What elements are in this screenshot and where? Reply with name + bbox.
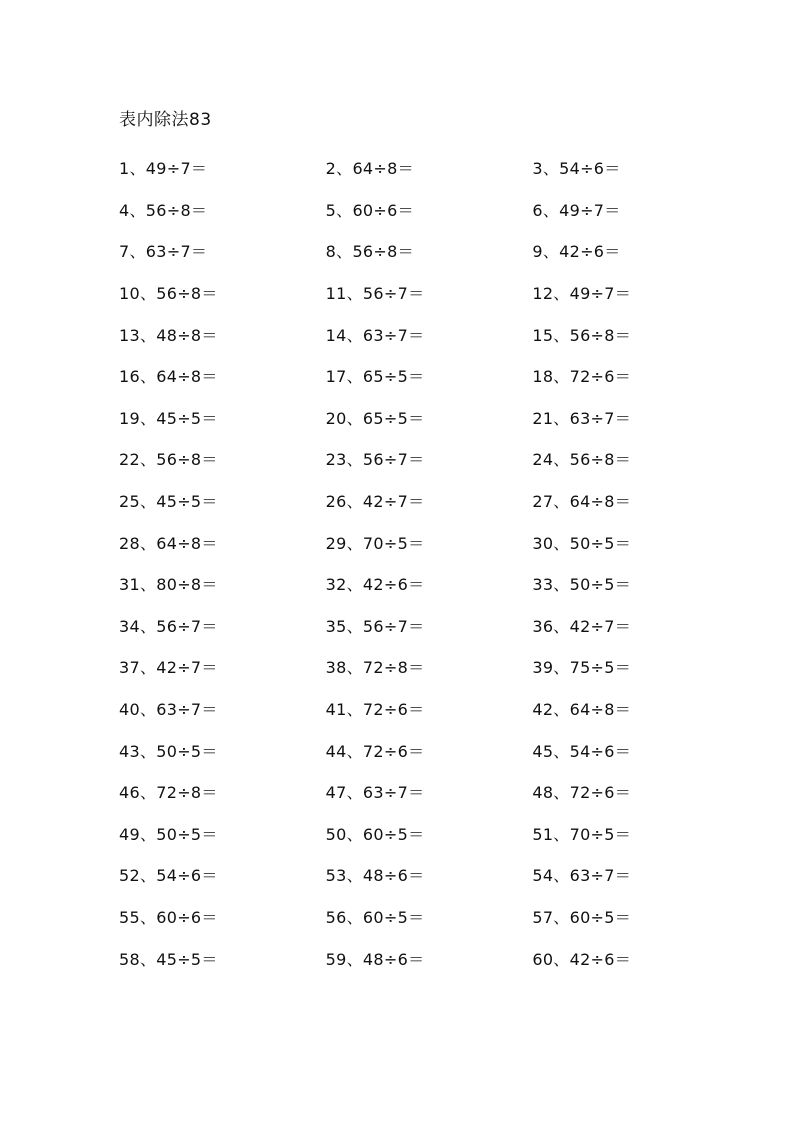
division-problem: 1、49÷7＝ xyxy=(119,159,208,179)
division-problem: 55、60÷6＝ xyxy=(119,907,218,927)
problem-row xyxy=(119,521,739,563)
problem-row xyxy=(119,896,739,938)
division-problem: 58、45÷5＝ xyxy=(119,949,218,969)
problem-grid xyxy=(119,147,739,979)
division-problem: 27、64÷8＝ xyxy=(532,492,632,512)
problem-row xyxy=(119,230,739,272)
division-problem: 2、64÷8＝ xyxy=(325,159,414,179)
problem-row xyxy=(119,646,739,688)
division-problem: 12、49÷7＝ xyxy=(532,284,632,304)
division-problem: 8、56÷8＝ xyxy=(325,242,414,262)
problem-row xyxy=(119,397,739,439)
division-problem: 19、45÷5＝ xyxy=(119,408,218,428)
division-problem: 48、72÷6＝ xyxy=(532,783,632,803)
problem-row xyxy=(119,771,739,813)
page-title: 表内除法83 xyxy=(119,110,212,130)
division-problem: 4、56÷8＝ xyxy=(119,200,208,220)
division-problem: 35、56÷7＝ xyxy=(325,616,425,636)
division-problem: 5、60÷6＝ xyxy=(325,200,414,220)
division-problem: 53、48÷6＝ xyxy=(325,866,425,886)
problem-row xyxy=(119,355,739,397)
division-problem: 31、80÷8＝ xyxy=(119,575,218,595)
division-problem: 23、56÷7＝ xyxy=(325,450,425,470)
problem-row xyxy=(119,729,739,771)
division-problem: 14、63÷7＝ xyxy=(325,325,425,345)
problem-row xyxy=(119,605,739,647)
division-problem: 54、63÷7＝ xyxy=(532,866,632,886)
problem-row xyxy=(119,438,739,480)
division-problem: 24、56÷8＝ xyxy=(532,450,632,470)
division-problem: 46、72÷8＝ xyxy=(119,783,218,803)
division-problem: 45、54÷6＝ xyxy=(532,741,632,761)
division-problem: 25、45÷5＝ xyxy=(119,492,218,512)
problem-row xyxy=(119,688,739,730)
division-problem: 42、64÷8＝ xyxy=(532,700,632,720)
division-problem: 32、42÷6＝ xyxy=(325,575,425,595)
division-problem: 47、63÷7＝ xyxy=(325,783,425,803)
division-problem: 28、64÷8＝ xyxy=(119,533,218,553)
problem-row xyxy=(119,189,739,231)
problem-row xyxy=(119,937,739,979)
division-problem: 34、56÷7＝ xyxy=(119,616,218,636)
division-problem: 22、56÷8＝ xyxy=(119,450,218,470)
division-problem: 39、75÷5＝ xyxy=(532,658,632,678)
division-problem: 49、50÷5＝ xyxy=(119,824,218,844)
division-problem: 13、48÷8＝ xyxy=(119,325,218,345)
division-problem: 50、60÷5＝ xyxy=(325,824,425,844)
problem-row xyxy=(119,147,739,189)
division-problem: 29、70÷5＝ xyxy=(325,533,425,553)
problem-row xyxy=(119,563,739,605)
division-problem: 41、72÷6＝ xyxy=(325,700,425,720)
problem-row xyxy=(119,813,739,855)
division-problem: 36、42÷7＝ xyxy=(532,616,632,636)
problem-row xyxy=(119,272,739,314)
division-problem: 6、49÷7＝ xyxy=(532,200,621,220)
division-problem: 37、42÷7＝ xyxy=(119,658,218,678)
division-problem: 56、60÷5＝ xyxy=(325,907,425,927)
division-problem: 52、54÷6＝ xyxy=(119,866,218,886)
division-problem: 51、70÷5＝ xyxy=(532,824,632,844)
division-problem: 60、42÷6＝ xyxy=(532,949,632,969)
division-problem: 9、42÷6＝ xyxy=(532,242,621,262)
division-problem: 20、65÷5＝ xyxy=(325,408,425,428)
division-problem: 38、72÷8＝ xyxy=(325,658,425,678)
division-problem: 7、63÷7＝ xyxy=(119,242,208,262)
division-problem: 11、56÷7＝ xyxy=(325,284,425,304)
division-problem: 18、72÷6＝ xyxy=(532,367,632,387)
division-problem: 30、50÷5＝ xyxy=(532,533,632,553)
division-problem: 33、50÷5＝ xyxy=(532,575,632,595)
division-problem: 17、65÷5＝ xyxy=(325,367,425,387)
division-problem: 15、56÷8＝ xyxy=(532,325,632,345)
division-problem: 40、63÷7＝ xyxy=(119,700,218,720)
problem-row xyxy=(119,480,739,522)
division-problem: 10、56÷8＝ xyxy=(119,284,218,304)
problem-row xyxy=(119,854,739,896)
division-problem: 43、50÷5＝ xyxy=(119,741,218,761)
division-problem: 26、42÷7＝ xyxy=(325,492,425,512)
division-problem: 21、63÷7＝ xyxy=(532,408,632,428)
division-problem: 57、60÷5＝ xyxy=(532,907,632,927)
division-problem: 59、48÷6＝ xyxy=(325,949,425,969)
division-problem: 3、54÷6＝ xyxy=(532,159,621,179)
problem-row xyxy=(119,313,739,355)
division-problem: 16、64÷8＝ xyxy=(119,367,218,387)
division-problem: 44、72÷6＝ xyxy=(325,741,425,761)
